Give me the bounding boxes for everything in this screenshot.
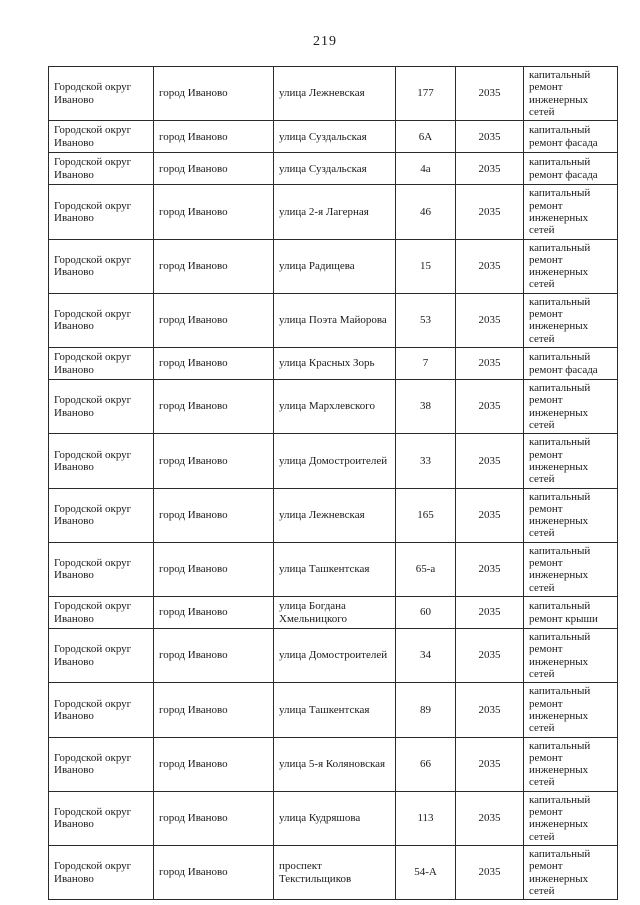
cell-year: 2035	[456, 791, 524, 845]
cell-year: 2035	[456, 380, 524, 434]
cell-work-type: капитальный ремонт инженерных сетей	[524, 683, 618, 737]
cell-year: 2035	[456, 597, 524, 629]
cell-year: 2035	[456, 239, 524, 293]
cell-district: Городской округ Иваново	[49, 121, 154, 153]
cell-district: Городской округ Иваново	[49, 629, 154, 683]
cell-house-number: 60	[396, 597, 456, 629]
cell-work-type: капитальный ремонт инженерных сетей	[524, 185, 618, 239]
cell-district: Городской округ Иваново	[49, 542, 154, 596]
cell-house-number: 6А	[396, 121, 456, 153]
cell-work-type: капитальный ремонт инженерных сетей	[524, 791, 618, 845]
table-row	[49, 629, 618, 683]
table-row	[49, 791, 618, 845]
cell-house-number: 165	[396, 488, 456, 542]
cell-settlement: город Иваново	[154, 239, 274, 293]
cell-street: улица Лежневская	[274, 488, 396, 542]
cell-street: улица Красных Зорь	[274, 348, 396, 380]
cell-district: Городской округ Иваново	[49, 348, 154, 380]
cell-district: Городской округ Иваново	[49, 434, 154, 488]
page-number: 219	[313, 34, 337, 49]
cell-district: Городской округ Иваново	[49, 153, 154, 185]
cell-settlement: город Иваново	[154, 121, 274, 153]
table-row	[49, 597, 618, 629]
cell-work-type: капитальный ремонт крыши	[524, 597, 618, 629]
cell-street: улица Суздальская	[274, 121, 396, 153]
cell-district: Городской округ Иваново	[49, 846, 154, 900]
cell-settlement: город Иваново	[154, 683, 274, 737]
cell-settlement: город Иваново	[154, 293, 274, 347]
cell-street: улица Радищева	[274, 239, 396, 293]
cell-settlement: город Иваново	[154, 737, 274, 791]
cell-work-type: капитальный ремонт инженерных сетей	[524, 434, 618, 488]
table-row	[49, 153, 618, 185]
cell-district: Городской округ Иваново	[49, 293, 154, 347]
cell-district: Городской округ Иваново	[49, 380, 154, 434]
cell-work-type: капитальный ремонт фасада	[524, 348, 618, 380]
table-row	[49, 293, 618, 347]
cell-work-type: капитальный ремонт инженерных сетей	[524, 293, 618, 347]
cell-street: улица Домостроителей	[274, 629, 396, 683]
cell-settlement: город Иваново	[154, 846, 274, 900]
cell-district: Городской округ Иваново	[49, 239, 154, 293]
cell-district: Городской округ Иваново	[49, 67, 154, 121]
cell-street: улица Мархлевского	[274, 380, 396, 434]
cell-house-number: 4а	[396, 153, 456, 185]
cell-house-number: 33	[396, 434, 456, 488]
cell-year: 2035	[456, 293, 524, 347]
cell-settlement: город Иваново	[154, 488, 274, 542]
cell-house-number: 89	[396, 683, 456, 737]
cell-house-number: 34	[396, 629, 456, 683]
cell-street: улица 5-я Коляновская	[274, 737, 396, 791]
cell-settlement: город Иваново	[154, 67, 274, 121]
cell-work-type: капитальный ремонт инженерных сетей	[524, 737, 618, 791]
cell-house-number: 66	[396, 737, 456, 791]
cell-house-number: 7	[396, 348, 456, 380]
cell-year: 2035	[456, 153, 524, 185]
cell-house-number: 177	[396, 67, 456, 121]
table-row	[49, 683, 618, 737]
cell-district: Городской округ Иваново	[49, 683, 154, 737]
table-row	[49, 737, 618, 791]
cell-work-type: капитальный ремонт инженерных сетей	[524, 846, 618, 900]
cell-settlement: город Иваново	[154, 153, 274, 185]
table-row	[49, 542, 618, 596]
cell-house-number: 54-А	[396, 846, 456, 900]
cell-year: 2035	[456, 737, 524, 791]
table-row	[49, 380, 618, 434]
table-row	[49, 67, 618, 121]
table-row	[49, 846, 618, 900]
cell-settlement: город Иваново	[154, 185, 274, 239]
cell-year: 2035	[456, 121, 524, 153]
cell-work-type: капитальный ремонт инженерных сетей	[524, 380, 618, 434]
cell-street: улица Ташкентская	[274, 683, 396, 737]
repairs-table	[48, 66, 618, 900]
cell-house-number: 38	[396, 380, 456, 434]
cell-year: 2035	[456, 683, 524, 737]
cell-work-type: капитальный ремонт инженерных сетей	[524, 488, 618, 542]
cell-street: улица Домостроителей	[274, 434, 396, 488]
cell-year: 2035	[456, 488, 524, 542]
table-row	[49, 185, 618, 239]
cell-street: проспект Текстильщиков	[274, 846, 396, 900]
cell-street: улица Ташкентская	[274, 542, 396, 596]
cell-street: улица Кудряшова	[274, 791, 396, 845]
table-row	[49, 121, 618, 153]
cell-house-number: 113	[396, 791, 456, 845]
cell-street: улица Поэта Майорова	[274, 293, 396, 347]
cell-district: Городской округ Иваново	[49, 185, 154, 239]
cell-year: 2035	[456, 434, 524, 488]
cell-work-type: капитальный ремонт инженерных сетей	[524, 239, 618, 293]
cell-street: улица 2-я Лагерная	[274, 185, 396, 239]
cell-house-number: 15	[396, 239, 456, 293]
cell-year: 2035	[456, 67, 524, 121]
cell-street: улица Богдана Хмельницкого	[274, 597, 396, 629]
table-row	[49, 488, 618, 542]
table-row	[49, 434, 618, 488]
cell-work-type: капитальный ремонт инженерных сетей	[524, 542, 618, 596]
cell-house-number: 53	[396, 293, 456, 347]
cell-work-type: капитальный ремонт фасада	[524, 153, 618, 185]
cell-year: 2035	[456, 629, 524, 683]
cell-street: улица Суздальская	[274, 153, 396, 185]
cell-work-type: капитальный ремонт инженерных сетей	[524, 67, 618, 121]
cell-district: Городской округ Иваново	[49, 737, 154, 791]
cell-settlement: город Иваново	[154, 542, 274, 596]
cell-district: Городской округ Иваново	[49, 597, 154, 629]
cell-settlement: город Иваново	[154, 348, 274, 380]
cell-settlement: город Иваново	[154, 629, 274, 683]
table-row	[49, 348, 618, 380]
cell-work-type: капитальный ремонт фасада	[524, 121, 618, 153]
repairs-table-body	[49, 67, 618, 900]
cell-house-number: 65-а	[396, 542, 456, 596]
cell-year: 2035	[456, 846, 524, 900]
cell-settlement: город Иваново	[154, 791, 274, 845]
cell-year: 2035	[456, 542, 524, 596]
cell-district: Городской округ Иваново	[49, 791, 154, 845]
cell-year: 2035	[456, 185, 524, 239]
table-row	[49, 239, 618, 293]
cell-settlement: город Иваново	[154, 434, 274, 488]
cell-settlement: город Иваново	[154, 380, 274, 434]
cell-house-number: 46	[396, 185, 456, 239]
cell-street: улица Лежневская	[274, 67, 396, 121]
cell-district: Городской округ Иваново	[49, 488, 154, 542]
cell-year: 2035	[456, 348, 524, 380]
cell-settlement: город Иваново	[154, 597, 274, 629]
cell-work-type: капитальный ремонт инженерных сетей	[524, 629, 618, 683]
